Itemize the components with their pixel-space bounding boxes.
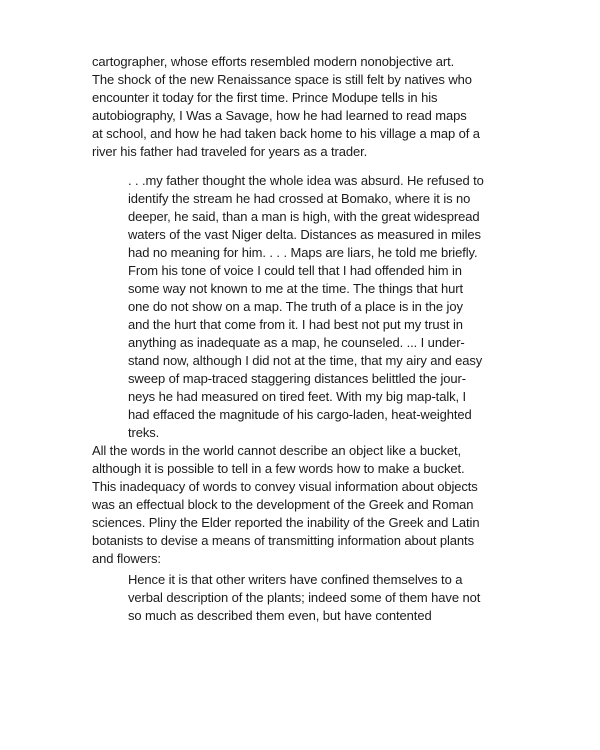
text-line: was an effectual block to the development of the Greek and Roman — [92, 497, 474, 512]
text-line: so much as described them even, but have contented — [128, 608, 432, 623]
text-line: had no meaning for him. . . . Maps are liars, he told me briefly. — [128, 245, 478, 260]
text-line: Hence it is that other writers have confined themselves to a — [128, 572, 463, 587]
text-line: sciences. Pliny the Elder reported the inability of the Greek and Latin — [92, 515, 480, 530]
text-line: one do not show on a map. The truth of a place is in the joy — [128, 299, 463, 314]
text-line: . . .my father thought the whole idea was absurd. He refused to — [128, 173, 484, 188]
text-line: at school, and how he had taken back home to his village a map of a — [92, 126, 480, 141]
page-text-block — [92, 53, 522, 625]
text-line: although it is possible to tell in a few words how to make a bucket. — [92, 461, 465, 476]
text-line: autobiography, I Was a Savage, how he had learned to read maps — [92, 108, 467, 123]
paragraph-1 — [92, 53, 522, 161]
text-line: anything as inadequate as a map, he counseled. ... I under- — [128, 335, 465, 350]
text-line: and flowers: — [92, 551, 161, 566]
text-line: cartographer, whose efforts resembled modern nonobjective art. — [92, 54, 455, 69]
text-line: had effaced the magnitude of his cargo-laden, heat-weighted — [128, 407, 472, 422]
text-line: treks. — [128, 425, 160, 440]
text-line: deeper, he said, than a man is high, with the great widespread — [128, 209, 480, 224]
text-line: neys he had measured on tired feet. With my big map-talk, I — [128, 389, 467, 404]
text-line: encounter it today for the first time. Prince Modupe tells in his — [92, 90, 438, 105]
text-line: and the hurt that come from it. I had best not put my trust in — [128, 317, 463, 332]
blockquote-1 — [128, 172, 522, 442]
text-line: The shock of the new Renaissance space is still felt by natives who — [92, 72, 472, 87]
text-line: stand now, although I did not at the time, that my airy and easy — [128, 353, 483, 368]
text-line: botanists to devise a means of transmitting information about plants — [92, 533, 474, 548]
text-line: river his father had traveled for years as a trader. — [92, 144, 368, 159]
text-line: sweep of map-traced staggering distances belittled the jour- — [128, 371, 466, 386]
text-line: From his tone of voice I could tell that I had offended him in — [128, 263, 462, 278]
text-line: identify the stream he had crossed at Bomako, where it is no — [128, 191, 471, 206]
text-line: All the words in the world cannot describe an object like a bucket, — [92, 443, 462, 458]
text-line: This inadequacy of words to convey visual information about objects — [92, 479, 478, 494]
text-line: some way not known to me at the time. The things that hurt — [128, 281, 464, 296]
paragraph-2 — [92, 442, 522, 568]
text-line: waters of the vast Niger delta. Distances as measured in miles — [128, 227, 481, 242]
text-line: verbal description of the plants; indeed some of them have not — [128, 590, 481, 605]
blockquote-2 — [128, 571, 522, 625]
